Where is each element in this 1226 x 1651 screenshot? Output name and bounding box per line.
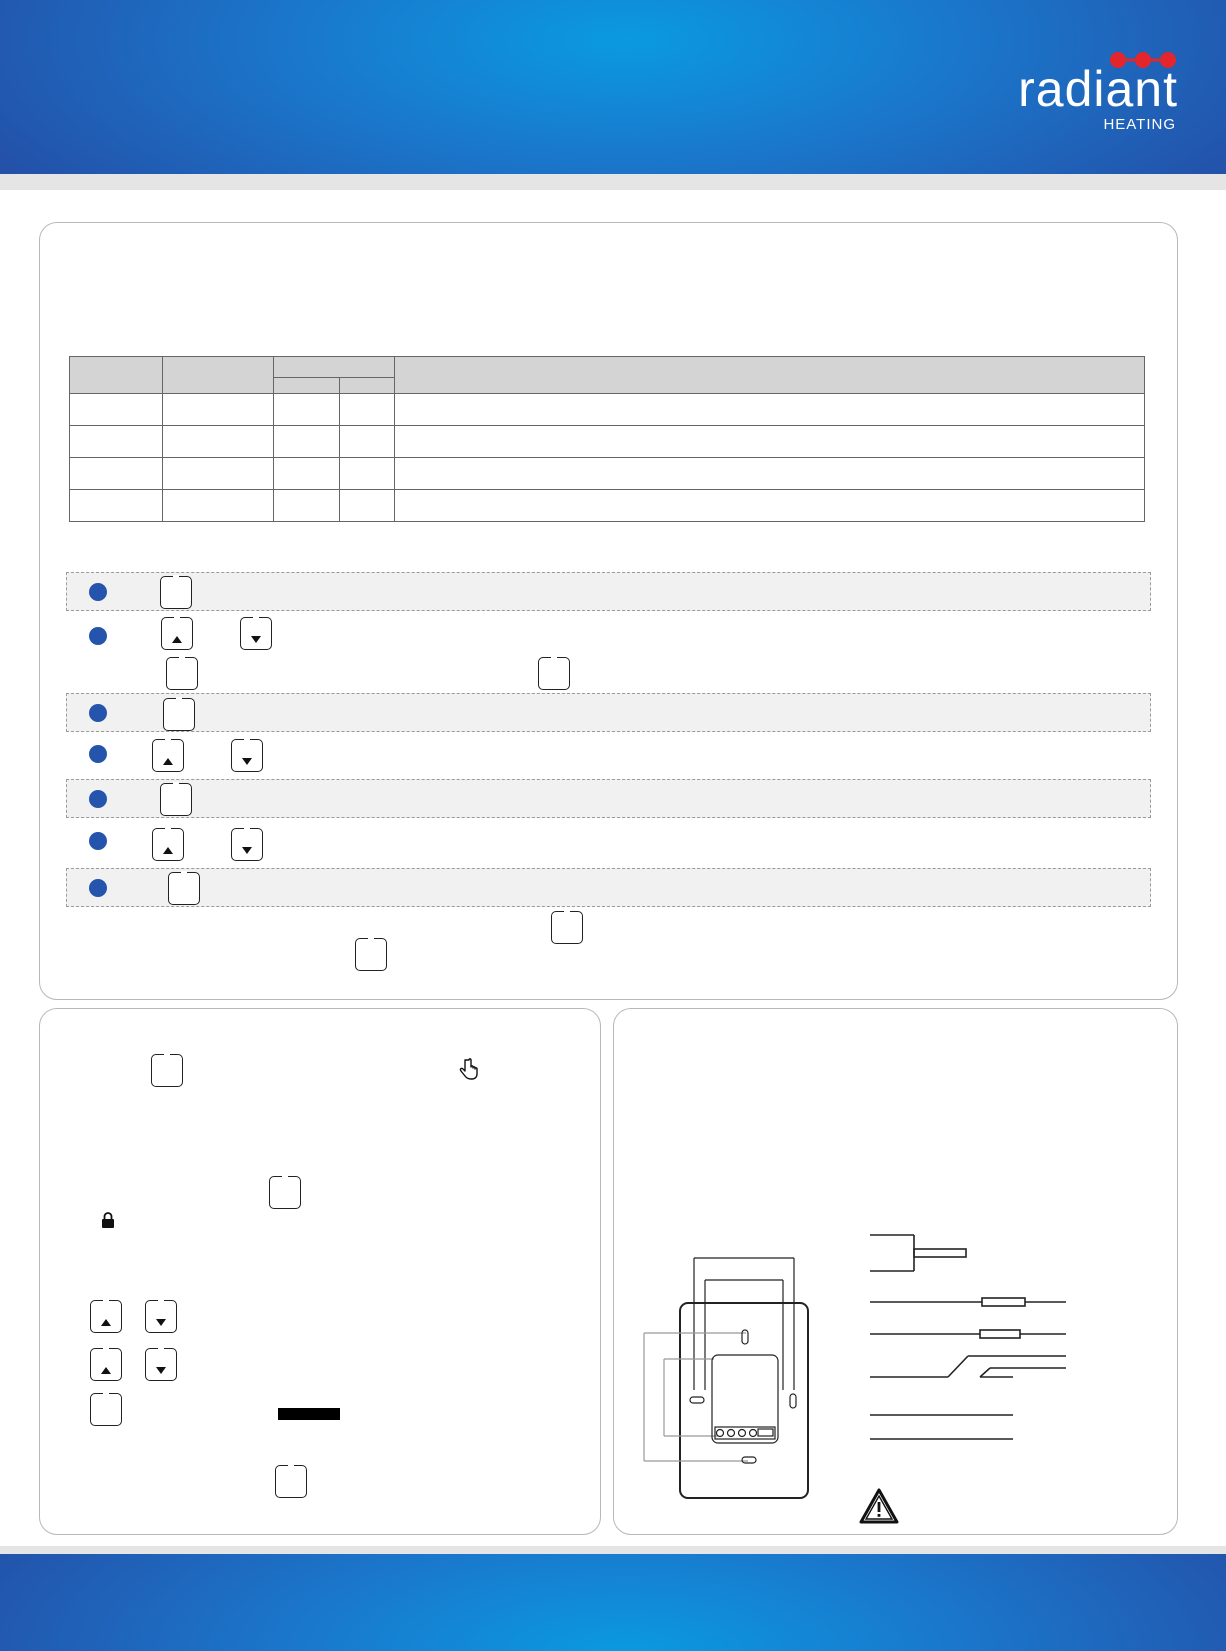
footer-banner bbox=[0, 1554, 1226, 1651]
operation-panel bbox=[39, 1008, 601, 1535]
table-cell bbox=[70, 490, 163, 522]
table-header-cell bbox=[274, 378, 340, 394]
logo-wordmark: radiant bbox=[1018, 61, 1178, 117]
step-bullet bbox=[89, 745, 107, 763]
button-key-icon bbox=[160, 576, 192, 609]
padlock-icon bbox=[101, 1212, 115, 1228]
table-cell bbox=[274, 458, 340, 490]
button-key-icon bbox=[166, 657, 198, 690]
down-arrow-key-icon bbox=[231, 739, 263, 772]
step-bullet bbox=[89, 627, 107, 645]
button-key-icon bbox=[151, 1054, 183, 1087]
up-arrow-key-icon bbox=[90, 1348, 122, 1381]
button-key-icon bbox=[163, 698, 195, 731]
step-band-1 bbox=[66, 572, 1151, 611]
down-arrow-key-icon bbox=[231, 828, 263, 861]
step-bullet bbox=[89, 790, 107, 808]
header-divider bbox=[0, 174, 1226, 190]
table-cell bbox=[70, 426, 163, 458]
table-cell bbox=[70, 394, 163, 426]
table-cell bbox=[274, 490, 340, 522]
table-header-cell bbox=[395, 357, 1145, 394]
table-cell bbox=[340, 458, 395, 490]
table-cell bbox=[163, 426, 274, 458]
step-band-5 bbox=[66, 779, 1151, 818]
table-cell bbox=[274, 394, 340, 426]
button-key-icon bbox=[90, 1393, 122, 1426]
step-bullet bbox=[89, 704, 107, 722]
table-cell bbox=[163, 458, 274, 490]
header-banner bbox=[0, 0, 1226, 174]
table-header-cell bbox=[340, 378, 395, 394]
step-bullet bbox=[89, 583, 107, 601]
table-header-cell bbox=[274, 357, 395, 378]
wiring-line bbox=[868, 1437, 1068, 1441]
button-key-icon bbox=[168, 872, 200, 905]
table-cell bbox=[395, 426, 1145, 458]
radiant-heating-logo bbox=[988, 46, 1178, 136]
button-key-icon bbox=[275, 1465, 307, 1498]
warning-triangle-icon bbox=[859, 1488, 899, 1524]
hand-pointer-icon bbox=[459, 1058, 479, 1082]
up-arrow-key-icon bbox=[152, 828, 184, 861]
step-bullet bbox=[89, 879, 107, 897]
backplate-diagram bbox=[640, 1250, 820, 1510]
down-arrow-key-icon bbox=[240, 617, 272, 650]
table-header-cell bbox=[70, 357, 163, 394]
step-band-3 bbox=[66, 693, 1151, 732]
table-cell bbox=[70, 458, 163, 490]
table-row bbox=[70, 394, 1145, 426]
table-header-cell bbox=[163, 357, 274, 394]
table-cell bbox=[163, 394, 274, 426]
button-key-icon bbox=[355, 938, 387, 971]
step-bullet bbox=[89, 832, 107, 850]
step-band-7 bbox=[66, 868, 1151, 907]
table-cell bbox=[163, 490, 274, 522]
table-cell bbox=[395, 490, 1145, 522]
button-key-icon bbox=[551, 911, 583, 944]
table-cell bbox=[340, 426, 395, 458]
up-arrow-key-icon bbox=[90, 1300, 122, 1333]
table-cell bbox=[340, 490, 395, 522]
button-key-icon bbox=[160, 783, 192, 816]
table-cell bbox=[395, 458, 1145, 490]
wiring-diagram bbox=[868, 1230, 1068, 1416]
table-row bbox=[70, 458, 1145, 490]
button-key-icon bbox=[538, 657, 570, 690]
up-arrow-key-icon bbox=[161, 617, 193, 650]
up-arrow-key-icon bbox=[152, 739, 184, 772]
table-cell bbox=[340, 394, 395, 426]
down-arrow-key-icon bbox=[145, 1348, 177, 1381]
table-cell bbox=[274, 426, 340, 458]
redacted-bar bbox=[278, 1408, 340, 1420]
table-header-row bbox=[70, 357, 1145, 378]
button-key-icon bbox=[269, 1176, 301, 1209]
down-arrow-key-icon bbox=[145, 1300, 177, 1333]
logo-subtitle: HEATING bbox=[1103, 116, 1176, 133]
footer-divider bbox=[0, 1546, 1226, 1554]
table-row bbox=[70, 490, 1145, 522]
parameter-table bbox=[69, 356, 1145, 522]
table-cell bbox=[395, 394, 1145, 426]
table-row bbox=[70, 426, 1145, 458]
